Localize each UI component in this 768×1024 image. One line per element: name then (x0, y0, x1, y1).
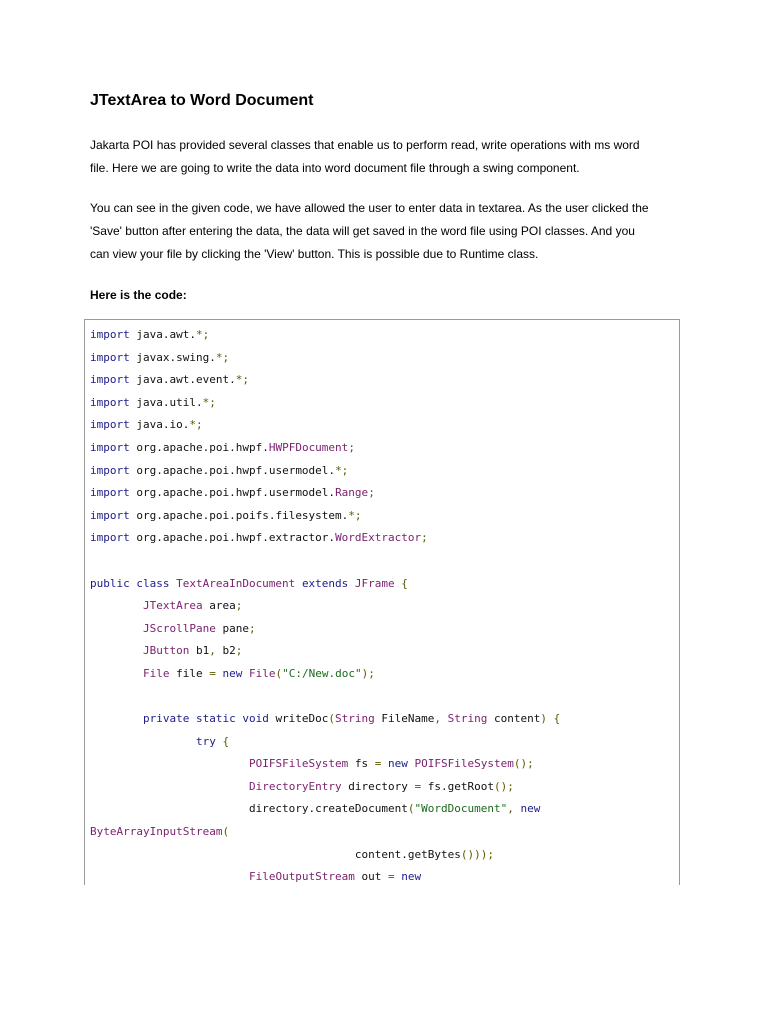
code-token: javax.swing. (129, 350, 216, 364)
code-token: FileName (374, 712, 435, 726)
code-token: "C:/New.doc" (282, 666, 362, 680)
code-line (90, 573, 560, 596)
code-token (90, 622, 143, 635)
paragraph-line: Jakarta POI has provided several classes that enable us to perform read, write operations with ms word (90, 138, 640, 152)
paragraph-line: file. Here we are going to write the data into word document file through a swing component. (90, 161, 580, 175)
code-token: import (90, 486, 130, 500)
code-token: ByteArrayInputStream (90, 825, 223, 839)
code-token: import (90, 463, 130, 477)
code-token: = (388, 870, 395, 884)
code-token: POIFSFileSystem (248, 757, 349, 771)
code-token: try (195, 734, 223, 748)
code-token: *; (195, 328, 210, 341)
code-token: *; (348, 508, 362, 522)
code-token: fs.getRoot (421, 779, 495, 793)
code-token: TextAreaInDocument (176, 576, 302, 590)
code-token: JScrollPane (142, 621, 216, 635)
code-token: ( (222, 825, 230, 839)
code-token: *; (215, 350, 230, 364)
code-token: ( (328, 712, 336, 726)
code-line (90, 392, 560, 415)
code-token: content.getBytes (90, 847, 461, 861)
paragraph-line: You can see in the given code, we have allowed the user to enter data in textarea. As the user clicked the (90, 201, 649, 215)
code-token: , (434, 712, 442, 726)
code-token: String (441, 712, 488, 726)
code-line (90, 798, 560, 821)
code-token: *; (202, 395, 216, 409)
code-line (90, 324, 560, 347)
code-token (90, 667, 143, 680)
code-token: directory (341, 779, 415, 793)
code-token: JButton (142, 644, 190, 658)
code-line (90, 550, 560, 573)
code-line (90, 618, 560, 641)
code-line (90, 414, 560, 437)
code-token: FileOutputStream (248, 870, 355, 884)
code-token: , (507, 802, 514, 816)
code-token: *; (235, 373, 249, 387)
code-token: extends (301, 576, 355, 590)
intro-paragraph (90, 134, 690, 180)
code-line (90, 505, 560, 528)
code-token: new (215, 666, 249, 680)
code-token: = (209, 666, 216, 680)
code-token: out (354, 870, 389, 884)
code-heading: Here is the code: (90, 288, 187, 302)
code-line (90, 527, 560, 550)
code-token: *; (335, 463, 349, 477)
code-token: ( (407, 802, 415, 816)
page-title: JTextArea to Word Document (90, 92, 314, 109)
code-token: private static void (142, 712, 276, 726)
code-token: pane (215, 621, 249, 635)
code-token: (); (494, 779, 514, 793)
code-token: File (248, 666, 276, 680)
code-token: ; (235, 644, 243, 658)
code-token: java.awt. (129, 328, 196, 341)
code-token: = (374, 757, 382, 771)
code-token: ; (368, 486, 375, 500)
code-token: import (90, 531, 130, 545)
code-line (90, 347, 560, 370)
code-token: file (169, 666, 210, 680)
code-token: org.apache.poi.hwpf. (129, 440, 269, 454)
code-listing (90, 324, 560, 885)
code-token: b2 (215, 644, 236, 658)
code-line (90, 753, 560, 776)
code-token: { (401, 576, 408, 590)
code-token: org.apache.poi.hwpf.usermodel. (129, 463, 336, 477)
code-token: content (487, 712, 541, 726)
code-token: "WordDocument" (414, 802, 508, 816)
code-line (90, 460, 560, 483)
code-line (90, 437, 560, 460)
code-token: (); (513, 757, 534, 771)
code-line (90, 776, 560, 799)
code-token: DirectoryEntry (248, 779, 342, 793)
code-token: directory.createDocument (90, 802, 408, 816)
code-token: new (394, 870, 422, 884)
paragraph-line: can view your file by clicking the 'View' button. This is possible due to Runtime class. (90, 247, 539, 261)
code-line (90, 482, 560, 505)
code-token: java.io. (129, 418, 190, 432)
code-token: Range (335, 486, 369, 500)
code-token (90, 780, 249, 793)
code-token: fs (348, 757, 375, 771)
code-token: POIFSFileSystem (414, 757, 514, 771)
code-token: java.util. (129, 395, 203, 409)
code-line (90, 640, 560, 663)
code-token (90, 599, 143, 612)
code-token: java.awt.event. (129, 373, 236, 387)
code-line (90, 686, 560, 709)
code-token: new (513, 802, 541, 816)
code-token: *; (189, 418, 203, 432)
code-token (90, 644, 143, 657)
code-token: JTextArea (142, 599, 203, 613)
code-line (90, 708, 560, 731)
code-token: import (90, 440, 130, 454)
code-token: String (335, 712, 375, 726)
code-token: org.apache.poi.poifs.filesystem. (129, 508, 349, 522)
code-token: ; (248, 621, 256, 635)
code-token (90, 735, 196, 748)
code-token (90, 870, 249, 883)
code-token: import (90, 508, 130, 522)
code-line (90, 663, 560, 686)
code-token: WordExtractor (335, 531, 422, 545)
code-token: , (209, 644, 216, 658)
code-token: ; (348, 440, 355, 454)
code-token: import (90, 395, 130, 409)
code-line (90, 595, 560, 618)
code-token: = (414, 779, 422, 793)
code-token: ())); (460, 847, 494, 861)
code-token: new (381, 757, 415, 771)
code-token: writeDoc (275, 712, 329, 726)
code-token (90, 712, 143, 725)
code-line (90, 844, 560, 867)
code-token: ; (421, 531, 428, 545)
paragraph-line: 'Save' button after entering the data, the data will get saved in the word file using POI classes. And you (90, 224, 635, 238)
code-token: public class (90, 576, 177, 590)
code-block (84, 319, 680, 885)
code-token: import (90, 418, 130, 432)
code-token: import (90, 373, 130, 387)
code-token: import (90, 350, 130, 364)
description-paragraph (90, 197, 690, 266)
code-token: org.apache.poi.hwpf.usermodel. (129, 486, 336, 500)
code-token: HWPFDocument (268, 440, 349, 454)
code-token: ) { (540, 712, 561, 726)
code-token: { (222, 734, 230, 748)
code-token: b1 (189, 644, 210, 658)
code-token: File (142, 666, 170, 680)
code-token: JFrame (354, 576, 402, 590)
code-token: ; (235, 599, 243, 613)
code-token: ( (275, 666, 283, 680)
code-token (90, 757, 249, 770)
code-token: ); (361, 666, 375, 680)
code-token: org.apache.poi.hwpf.extractor. (129, 531, 336, 545)
code-line (90, 821, 560, 844)
code-line (90, 866, 560, 885)
code-token: area (202, 599, 236, 613)
code-line (90, 369, 560, 392)
code-token: import (90, 328, 130, 341)
code-line (90, 731, 560, 754)
